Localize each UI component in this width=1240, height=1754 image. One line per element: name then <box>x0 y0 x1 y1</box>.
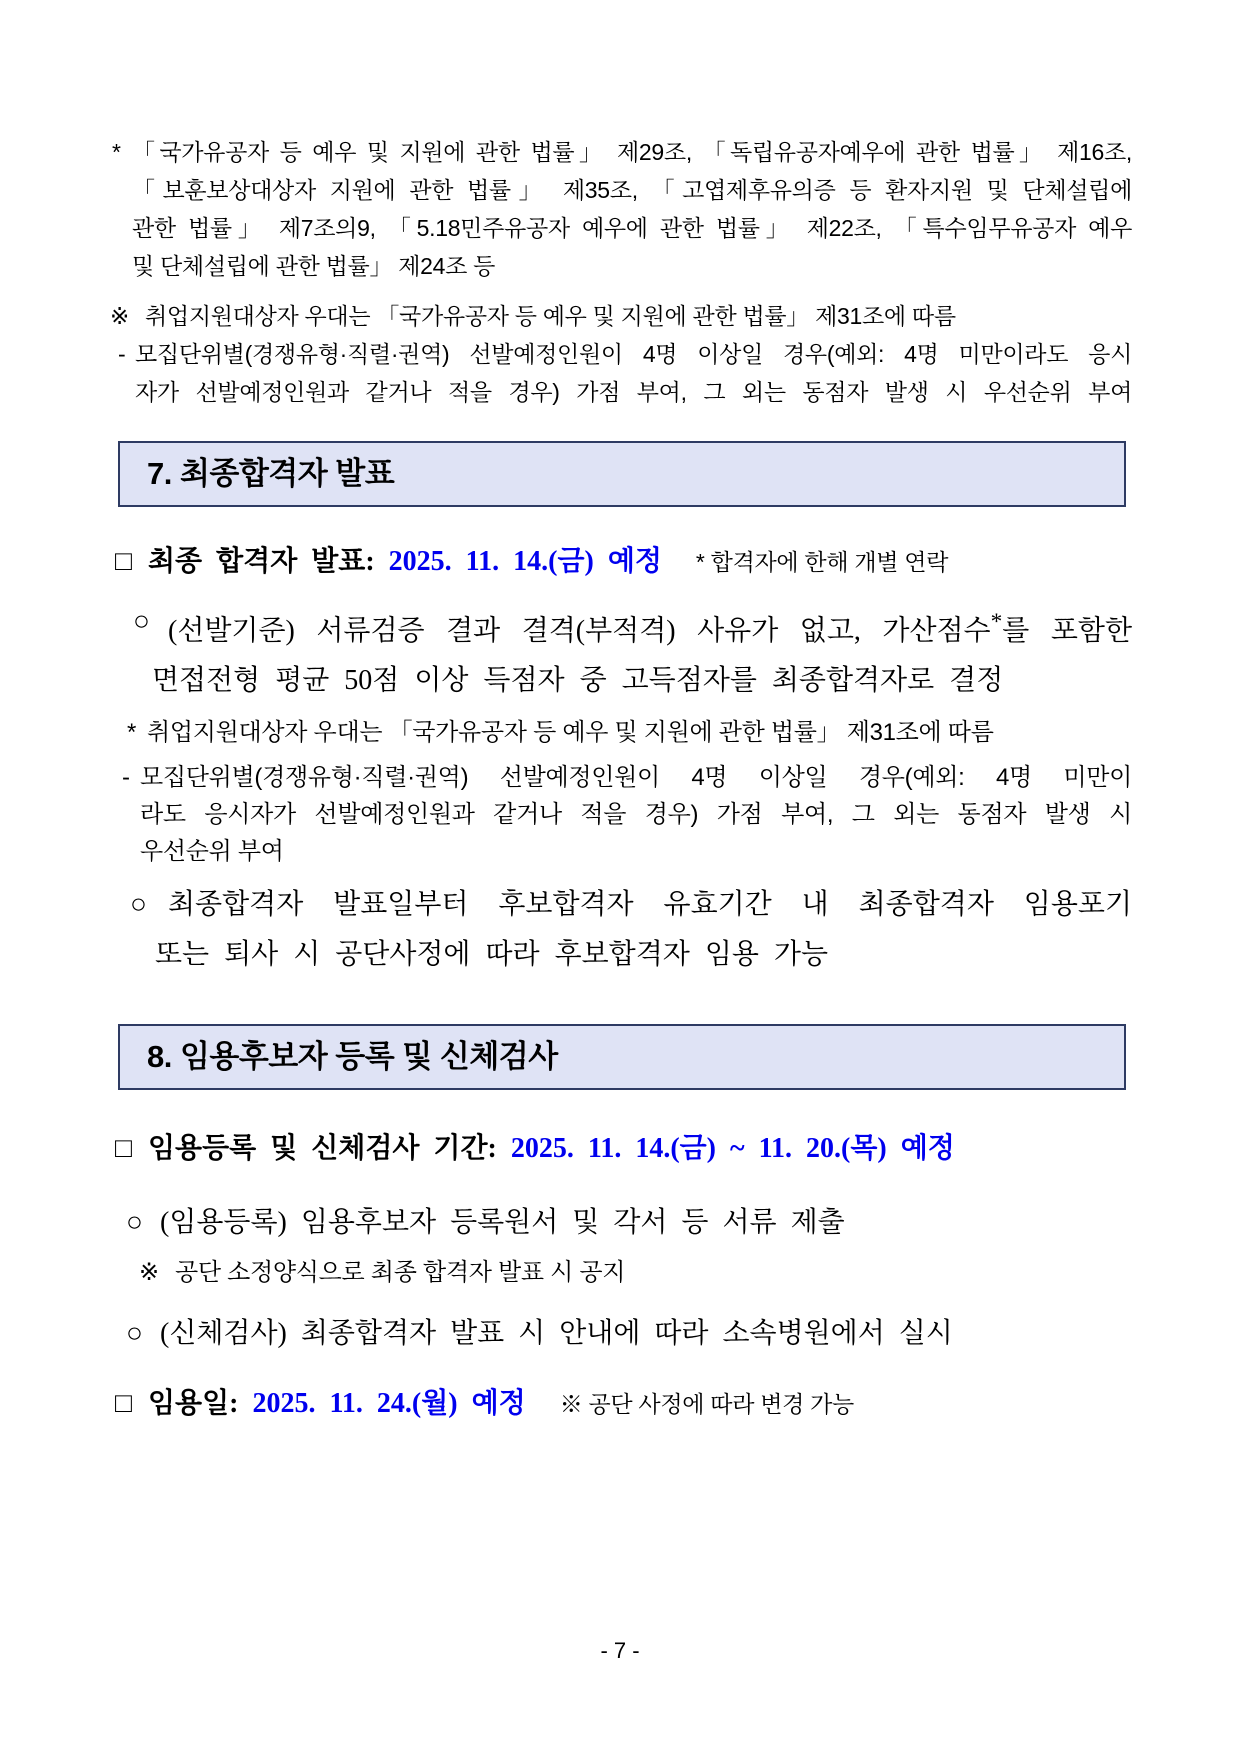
law-note-line: 「보훈보상대상자 지원에 관한 법률」 제35조, 「고엽제후유의증 등 환자지원 및 단체설립에 <box>132 177 1132 203</box>
registration-period-label: 임용등록 및 신체검사 기간: <box>148 1133 497 1165</box>
section7-title: 7. 최종합격자 발표 <box>147 456 395 491</box>
circle-marker: ○ <box>130 889 147 921</box>
change-possible-note: ※ 공단 사정에 따라 변경 가능 <box>559 1391 854 1418</box>
dash-marker: - <box>118 341 126 367</box>
dash-note-line: 라도 응시자가 선발예정인원과 같거나 적을 경우) 가점 부여, 그 외는 동점자 발생 시 <box>140 801 1132 829</box>
candidate-appointment-item <box>110 880 1132 980</box>
ballot-box-marker: □ <box>115 1133 132 1165</box>
criteria-line-2: 면접전형 평균 50점 이상 득점자 중 고득점자를 최종합격자로 결정 <box>152 665 1004 697</box>
appointment-date-value: 2025. 11. 24.(월) 예정 <box>252 1388 526 1420</box>
reference-marker: ※ <box>110 303 129 329</box>
unit-note-line: 자가 선발예정인원과 같거나 적을 경우) 가점 부여, 그 외는 동점자 발생 시 우선순위 부여 <box>135 379 1132 405</box>
page-number: - 7 - <box>600 1638 640 1663</box>
section7-header <box>118 441 1126 507</box>
appointment-date-line <box>110 1383 1132 1425</box>
law-note-line: 「국가유공자 등 예우 및 지원에 관한 법률」 제29조, 「독립유공자예우에 관한 법률」 제16조, <box>132 139 1132 165</box>
registration-item <box>110 1202 1132 1244</box>
candidate-text: 최종합격자 발표일부터 후보합격자 유효기간 내 최종합격자 임용포기 <box>168 889 1132 921</box>
appointment-date-label: 임용일: <box>148 1388 239 1420</box>
registration-period-date: 2025. 11. 14.(금) ~ 11. 20.(목) 예정 <box>510 1133 955 1165</box>
physical-exam-text: (신체검사) 최종합격자 발표 시 안내에 따라 소속병원에서 실시 <box>160 1318 953 1350</box>
candidate-line-1 <box>110 880 1132 930</box>
reference-marker: ※ <box>139 1259 159 1287</box>
dash-note-line: 우선순위 부여 <box>140 838 284 866</box>
section7-body <box>110 541 1132 980</box>
registration-subnote-line: 공단 소정양식으로 최종 합격자 발표 시 공지 <box>175 1259 626 1287</box>
section8-body <box>110 1128 1132 1425</box>
ballot-box-marker: □ <box>115 546 132 577</box>
section7-star-note <box>110 714 1132 751</box>
ballot-box-marker: □ <box>115 1388 132 1420</box>
circle-marker: ○ <box>126 1207 143 1239</box>
circle-marker: ○ <box>133 606 150 637</box>
registration-subnote <box>110 1254 1132 1291</box>
recruit-unit-note <box>110 335 1132 411</box>
registration-period-line <box>110 1128 1132 1170</box>
individual-contact-note: * 합격자에 한해 개별 연락 <box>695 549 949 575</box>
criteria-line-1 <box>110 597 1132 656</box>
final-announcement-label: 최종 합격자 발표: <box>148 546 375 577</box>
dash-marker: - <box>122 764 130 792</box>
preference-note-line: 취업지원대상자 우대는 「국가유공자 등 예우 및 지원에 관한 법률」 제31조에 따름 <box>145 303 956 329</box>
selection-criteria-item <box>110 597 1132 706</box>
law-note-line: 관한 법률」 제7조의9, 「5.18민주유공자 예우에 관한 법률」 제22조, 「특수임무유공자 예우 <box>132 215 1132 241</box>
law-reference-note <box>110 133 1132 285</box>
superscript-asterisk: * <box>990 609 1003 635</box>
circle-marker: ○ <box>126 1318 143 1350</box>
final-announcement-line <box>110 541 1132 583</box>
asterisk-marker: * <box>112 139 121 165</box>
candidate-line-2: 또는 퇴사 시 공단사정에 따라 후보합격자 임용 가능 <box>155 939 829 971</box>
final-announcement-date: 2025. 11. 14.(금) 예정 <box>388 546 662 577</box>
section8-header <box>118 1024 1126 1090</box>
law-note-line: 및 단체설립에 관한 법률」 제24조 등 <box>132 253 496 279</box>
physical-exam-item <box>110 1313 1132 1355</box>
criteria-text: (선발기준) 서류검증 결과 결격(부적격) 사유가 없고, 가산점수 <box>168 615 991 647</box>
registration-text: (임용등록) 임용후보자 등록원서 및 각서 등 서류 제출 <box>160 1207 845 1239</box>
unit-note-line: 모집단위별(경쟁유형·직렬·권역) 선발예정인원이 4명 이상일 경우(예외: 4명 미만이라도 응시 <box>135 341 1132 367</box>
top-notes <box>110 133 1132 411</box>
section8-title: 8. 임용후보자 등록 및 신체검사 <box>147 1039 558 1075</box>
page-content <box>110 0 1132 1425</box>
criteria-text: 를 포함한 <box>1002 615 1132 647</box>
dash-note-line: 모집단위별(경쟁유형·직렬·권역) 선발예정인원이 4명 이상일 경우(예외: 4명 미만이 <box>140 764 1132 792</box>
section7-dash-note <box>110 759 1132 870</box>
asterisk-marker: * <box>127 719 137 747</box>
employment-preference-note <box>110 297 1132 335</box>
star-note-line: 취업지원대상자 우대는 「국가유공자 등 예우 및 지원에 관한 법률」 제31조에 따름 <box>147 719 994 747</box>
